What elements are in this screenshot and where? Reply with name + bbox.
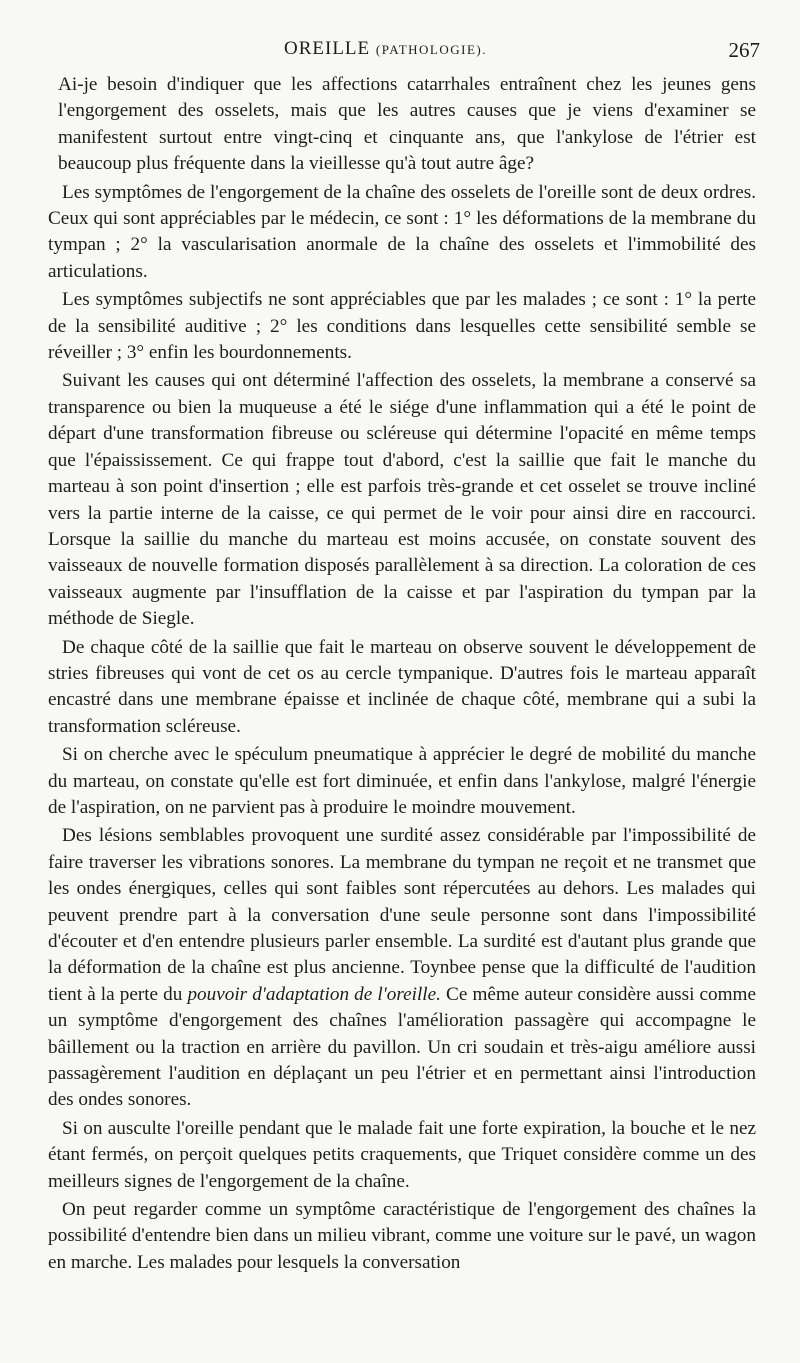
running-title-subtitle: (PATHOLOGIE).	[375, 42, 488, 57]
paragraph-2: Les symptômes de l'engorgement de la chaîne des osselets de l'oreille sont de deux ordres. Ceux qui sont appréciables par le médecin, ce sont : 1° les déformations de la membrane du tympan ; 2° la vascularisation anormale de la chaîne des osselets et l'immobilité des articulations.	[48, 181, 756, 282]
paragraph-3: Les symptômes subjectifs ne sont appréciables que par les malades ; ce sont : 1° la perte de la sensibilité auditive ; 2° les conditions dans lesquelles cette sensibilité semble se réveiller ; 3° enfin les bourdonnements.	[48, 289, 756, 364]
page-number: 267	[728, 38, 760, 62]
paragraph-5: De chaque côté de la saillie que fait le marteau on observe souvent le développement de stries fibreuses qui vont de cet os au cercle tympanique. D'autres fois le marteau apparaît encastré dans une membrane épaisse et inclinée de chaque côté, membrane qui a subi la transformation scléreuse.	[48, 636, 756, 737]
paragraph-6: Si on cherche avec le spéculum pneumatique à apprécier le degré de mobilité du manche du marteau, on constate qu'elle est fort diminuée, et enfin dans l'ankylose, malgré l'énergie de l'aspiration, on ne parvient pas à produire le moindre mouvement.	[48, 744, 756, 818]
paragraph-7-text-after: Ce même auteur considère aussi comme un symptôme d'engorgement des chaînes l'amélioration passagère qui accompagne le bâillement ou la traction en arrière du pavillon. Un cri soudain et très-aigu améliore aussi passagèrement l'audition en déplaçant un peu l'étrier et en permettant ainsi l'introduction des ondes sonores.	[48, 983, 756, 1111]
paragraph-4: Suivant les causes qui ont déterminé l'affection des osselets, la membrane a conservé sa transparence ou bien la muqueuse a été le siége d'une inflammation qui a été le point de départ d'une transformation fibreuse ou scléreuse qui détermine l'opacité en même temps que l'épaississement. Ce qui frappe tout d'abord, c'est la saillie que fait le manche du marteau à son point d'insertion ; elle est parfois très-grande et cet osselet se trouve incliné vers la partie interne de la caisse, ce qui permet de le voir pour ainsi dire en raccourci. Lorsque la saillie du manche du marteau est moins accusée, on constate souvent des vaisseaux de nouvelle formation disposés parallèlement à sa direction. La coloration de ces vaisseaux augmente par l'insufflation de la caisse et par l'aspiration du tympan par la méthode de Siegle.	[48, 370, 756, 630]
paragraph-9: On peut regarder comme un symptôme caractéristique de l'engorgement des chaînes la possibilité d'entendre bien dans un milieu vibrant, comme une voiture sur le pavé, un wagon en marche. Les malades pour lesquels la conversation	[48, 1199, 756, 1273]
paragraph-7-italic-phrase: pouvoir d'adaptation de l'oreille.	[187, 983, 441, 1005]
page-header	[48, 38, 760, 68]
paragraph-1: Ai-je besoin d'indiquer que les affections catarrhales entraînent chez les jeunes gens l'engorgement des osselets, mais que les autres causes que je viens d'examiner se manifestent surtout entre vingt-cinq et cinquante ans, que l'ankylose de l'étrier est beaucoup plus fréquente dans la vieillesse qu'à tout autre âge?	[58, 74, 756, 175]
paragraph-8: Si on ausculte l'oreille pendant que le malade fait une forte expiration, la bouche et le nez étant fermés, on perçoit quelques petits craquements, que Triquet considère comme un des meilleurs signes de l'engorgement de la chaîne.	[48, 1117, 756, 1192]
running-title-main: OREILLE	[284, 38, 371, 59]
paragraph-7	[48, 823, 756, 1113]
paragraph-7-text-before: Des lésions semblables provoquent une surdité assez considérable par l'impossibilité de faire traverser les vibrations sonores. La membrane du tympan ne reçoit et ne transmet que les ondes énergiques, celles qui sont faibles sont répercutées au dehors. Les malades qui peuvent prendre part à la conversation d'une seule personne sont dans l'impossibilité d'écouter et d'en entendre plusieurs parler ensemble. La surdité est d'autant plus grande que la déformation de la chaîne est plus ancienne. Toynbee pense que la difficulté de l'audition tient à la perte du	[48, 825, 756, 1005]
body-text	[48, 72, 756, 1278]
running-title	[284, 38, 487, 60]
